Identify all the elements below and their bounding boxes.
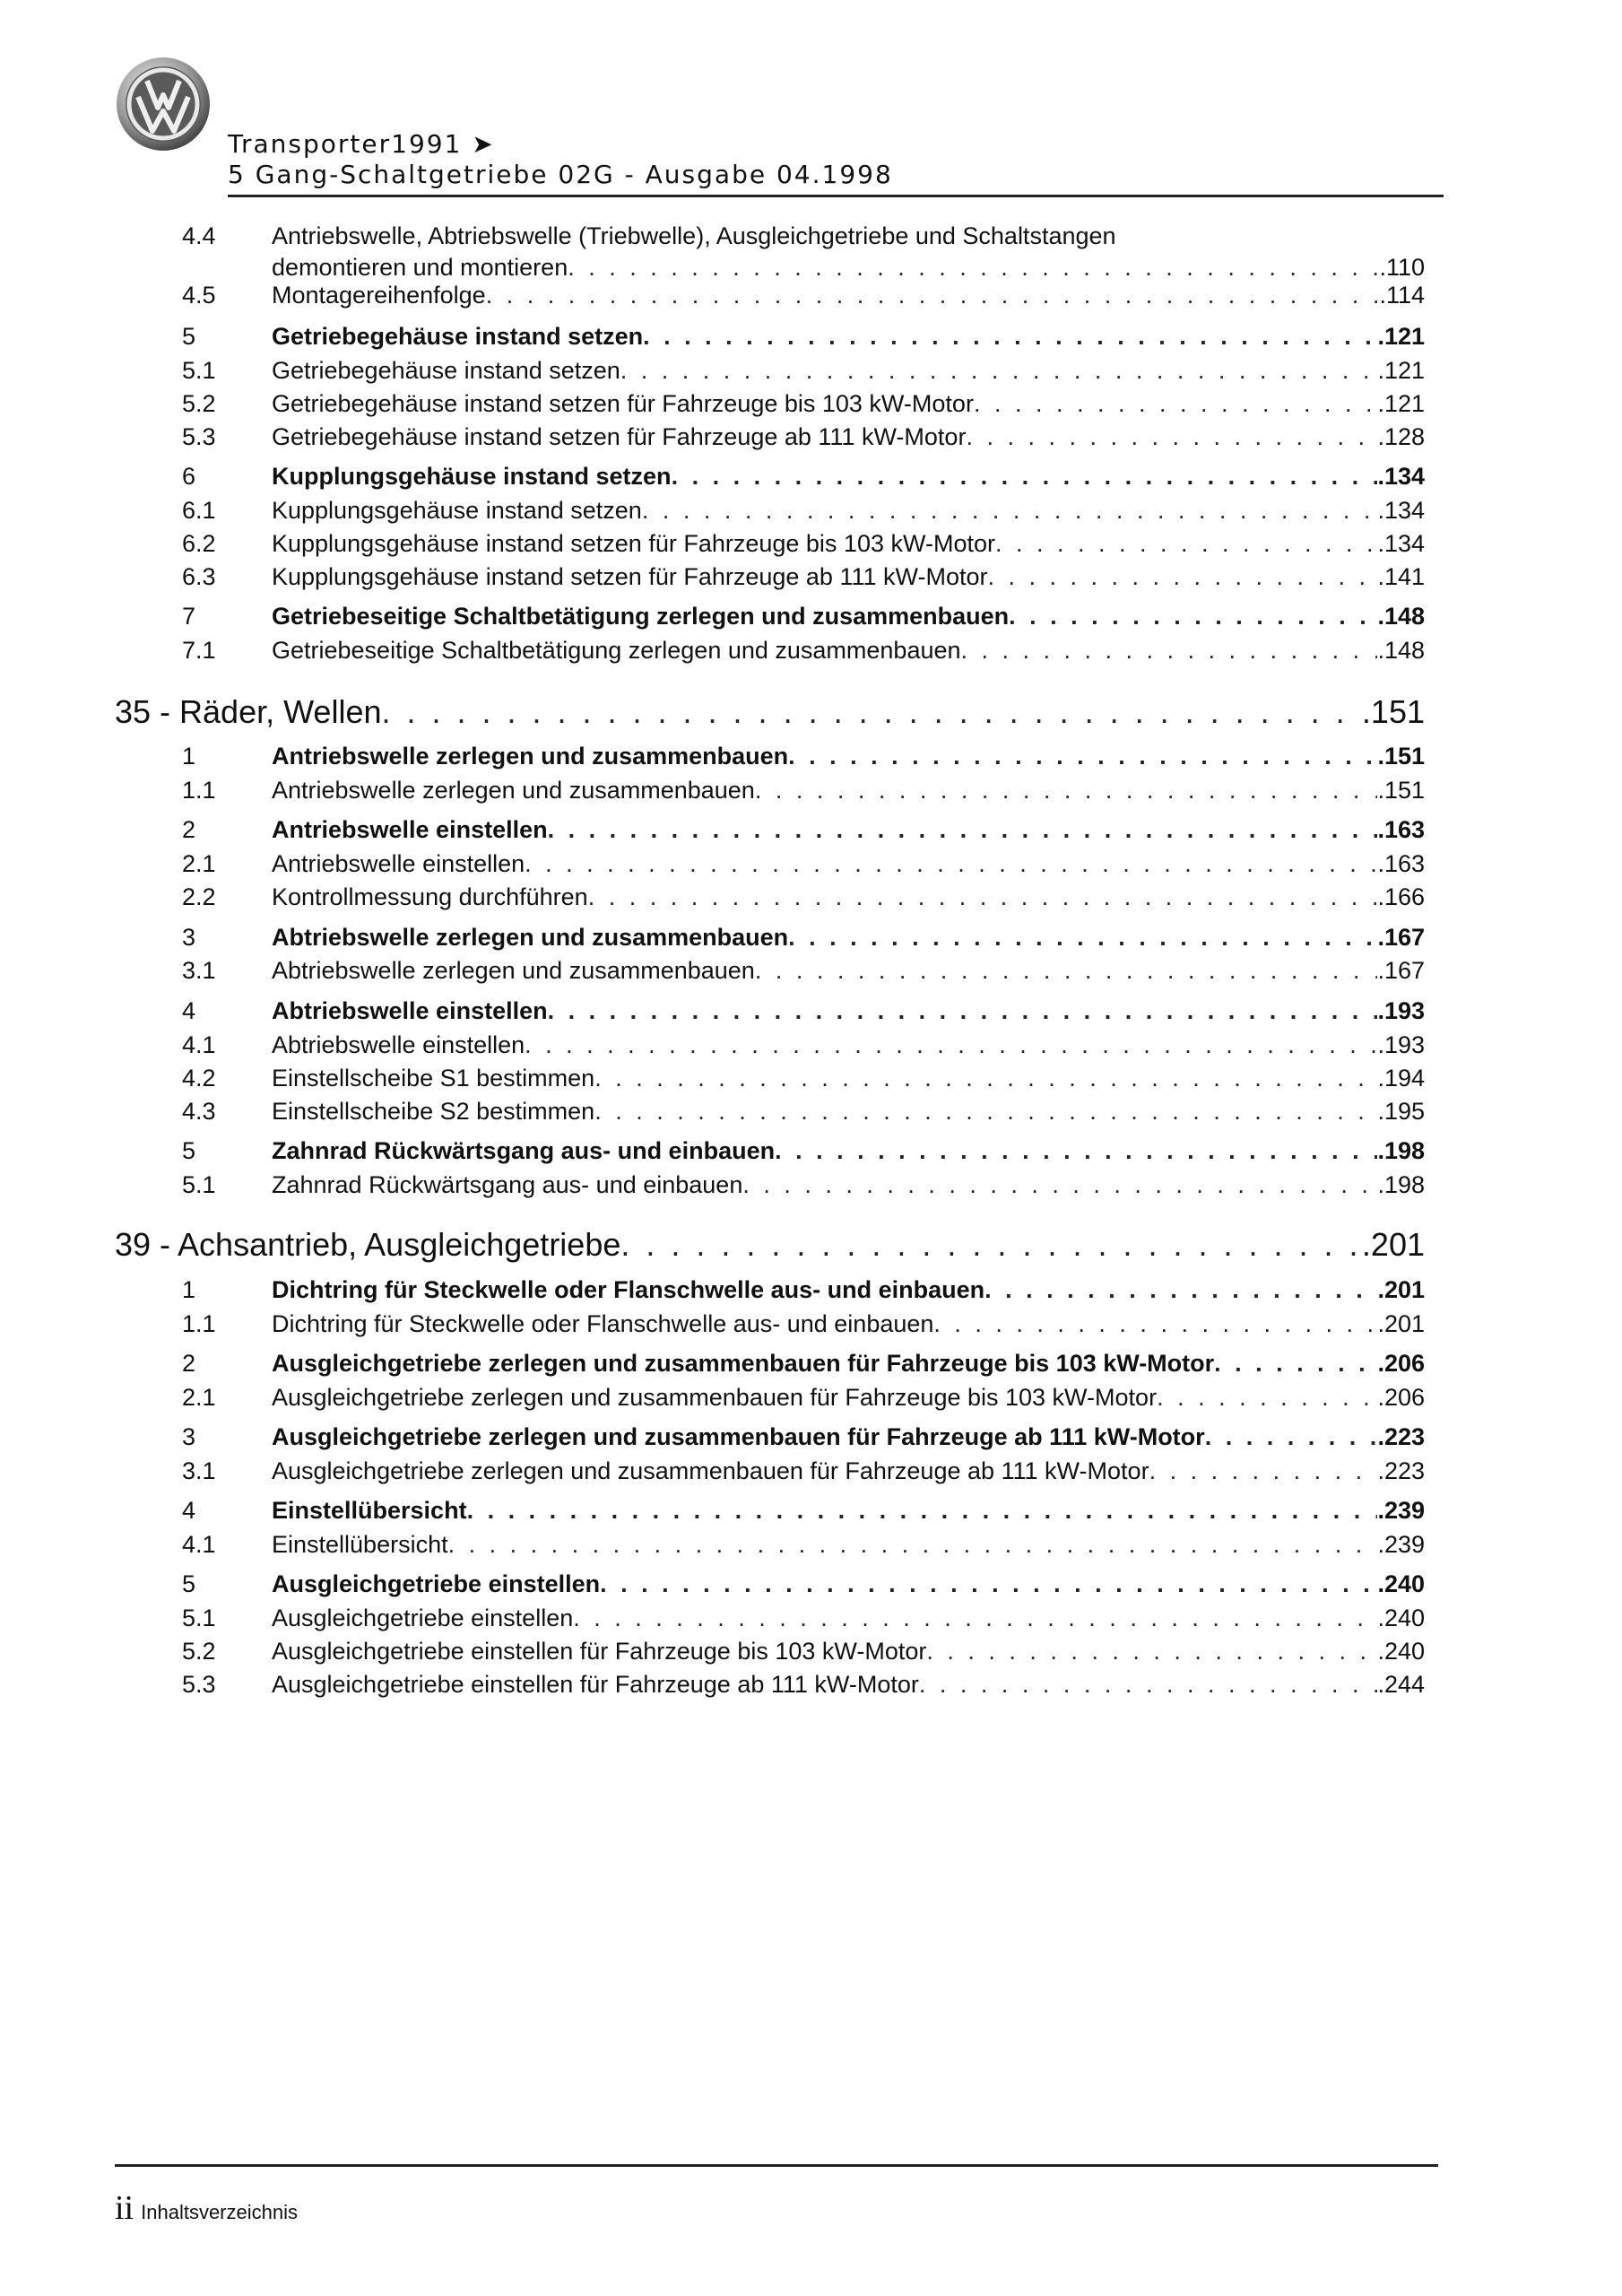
toc-number: 2 (182, 816, 196, 843)
toc-text: Kontrollmessung durchführen (272, 883, 588, 910)
toc-entry[interactable] (182, 957, 1425, 986)
toc-leader-dots (1149, 1457, 1378, 1485)
toc-entry[interactable] (182, 563, 1425, 592)
toc-text: Getriebegehäuse instand setzen (272, 323, 644, 350)
toc-number: 2.2 (182, 883, 216, 910)
toc-leader-dots (672, 463, 1378, 491)
toc-text: Abtriebswelle zerlegen und zusammenbauen (272, 957, 755, 984)
toc-leader-dots (775, 1137, 1377, 1165)
toc-number: 3.1 (182, 957, 216, 984)
toc-page: .121 (1377, 390, 1425, 417)
toc-entry[interactable] (182, 390, 1425, 419)
toc-page: .121 (1377, 357, 1425, 384)
toc-number: 5.2 (182, 390, 216, 417)
toc-entry[interactable] (182, 497, 1425, 526)
toc-text: Einstellscheibe S1 bestimmen (272, 1065, 595, 1091)
toc-page: .110 (1379, 254, 1425, 281)
toc-chapter[interactable] (115, 693, 1425, 733)
toc-entry[interactable] (182, 1570, 1425, 1599)
toc-leader-dots (594, 1098, 1377, 1126)
toc-number: 2 (182, 1350, 196, 1377)
toc-leader-dots (755, 957, 1378, 985)
toc-page: .240 (1377, 1638, 1425, 1665)
toc-number: 1 (182, 743, 196, 770)
toc-page: .151 (1377, 777, 1425, 804)
toc-text: Getriebeseitige Schaltbetätigung zerlegen und zusammenbauen (272, 603, 1010, 630)
toc-page: .201 (1377, 1310, 1425, 1337)
toc-number: 5.1 (182, 1605, 216, 1631)
toc-number: 4.5 (182, 282, 216, 309)
toc-number: 4 (182, 1497, 196, 1524)
toc-entry[interactable] (182, 1497, 1425, 1526)
toc-text: Kupplungsgehäuse instand setzen für Fahrzeuge bis 103 kW-Motor (272, 530, 995, 557)
toc-page: .167 (1377, 957, 1425, 984)
toc-leader-dots (755, 777, 1378, 804)
toc-number: 4.1 (182, 1531, 216, 1558)
toc-page: .239 (1377, 1497, 1425, 1524)
toc-number: 4 (182, 997, 196, 1024)
toc-text: Einstellübersicht (272, 1497, 467, 1524)
toc-entry[interactable] (182, 357, 1425, 386)
toc-number: 4.4 (182, 222, 216, 249)
toc-text: Ausgleichgetriebe einstellen für Fahrzeuge bis 103 kW-Motor (272, 1638, 927, 1665)
toc-text: Ausgleichgetriebe zerlegen und zusammenbauen für Fahrzeuge bis 103 kW-Motor (272, 1384, 1158, 1411)
toc-text: Antriebswelle, Abtriebswelle (Triebwelle), Ausgleichgetriebe und Schaltstangen (272, 222, 1116, 249)
toc-leader-dots (467, 1497, 1378, 1525)
toc-number: 5 (182, 323, 196, 350)
toc-page: .201 (1361, 1226, 1425, 1263)
page-number: ii (115, 2189, 134, 2227)
toc-leader-dots (525, 850, 1377, 878)
toc-page: .128 (1377, 423, 1425, 450)
toc-entry[interactable] (182, 1638, 1425, 1666)
toc-text: Abtriebswelle einstellen (272, 1031, 525, 1058)
toc-leader-dots (788, 924, 1377, 952)
toc-leader-dots (742, 1171, 1377, 1199)
toc-chapter[interactable] (115, 1226, 1425, 1265)
toc-entry[interactable] (182, 423, 1425, 452)
toc-number: 5.1 (182, 1171, 216, 1198)
toc-text: Einstellscheibe S2 bestimmen (272, 1098, 595, 1125)
toc-entry[interactable] (182, 883, 1425, 912)
toc-entry[interactable] (182, 1310, 1425, 1339)
toc-number: 5.3 (182, 1671, 216, 1698)
toc-leader-dots (1205, 1423, 1378, 1451)
toc-entry[interactable] (182, 463, 1425, 491)
toc-page: .134 (1377, 497, 1425, 524)
toc-entry[interactable] (182, 924, 1425, 952)
toc-page: .240 (1377, 1605, 1425, 1631)
toc-text: Getriebegehäuse instand setzen für Fahrzeuge bis 103 kW-Motor (272, 390, 974, 417)
toc-entry-line (182, 222, 1425, 251)
toc-leader-dots (486, 282, 1380, 309)
toc-leader-dots (620, 357, 1378, 385)
toc-page: .223 (1377, 1457, 1425, 1484)
toc-entry[interactable] (182, 1065, 1425, 1093)
toc-text: Kupplungsgehäuse instand setzen für Fahrzeuge ab 111 kW-Motor (272, 563, 988, 590)
toc-entry[interactable] (182, 282, 1425, 310)
toc-entry[interactable] (182, 1423, 1425, 1452)
toc-page: .244 (1377, 1671, 1425, 1698)
toc-page: .151 (1361, 693, 1425, 730)
toc-leader-dots (988, 563, 1378, 591)
toc-number: 3 (182, 924, 196, 951)
toc-text: Antriebswelle einstellen (272, 850, 525, 877)
toc-leader-dots (620, 1226, 1362, 1264)
toc-number: 6.1 (182, 497, 216, 524)
toc-text: Getriebegehäuse instand setzen (272, 357, 620, 384)
toc-entry[interactable] (182, 1350, 1425, 1378)
toc-text: Abtriebswelle einstellen (272, 997, 548, 1024)
toc-entry[interactable] (182, 1605, 1425, 1633)
toc-page: .223 (1377, 1423, 1425, 1450)
toc-entry[interactable] (182, 1531, 1425, 1560)
footer-divider (115, 2164, 1438, 2167)
toc-leader-dots (919, 1671, 1378, 1699)
toc-number: 6.2 (182, 530, 216, 557)
toc-text: Getriebeseitige Schaltbetätigung zerlegen und zusammenbauen (272, 637, 961, 664)
toc-entry[interactable] (182, 1276, 1425, 1305)
toc-leader-dots (1009, 603, 1377, 631)
toc-entry[interactable] (182, 850, 1425, 879)
toc-text-continued: demontieren und montieren (272, 254, 568, 281)
toc-entry[interactable] (182, 603, 1425, 631)
toc-text: Antriebswelle zerlegen und zusammenbauen (272, 777, 755, 804)
toc-leader-dots (525, 1031, 1377, 1059)
toc-number: 1.1 (182, 777, 216, 804)
toc-leader-dots (600, 1570, 1377, 1598)
toc-page: .193 (1377, 1031, 1425, 1058)
toc-text: Dichtring für Steckwelle oder Flanschwelle aus- und einbauen (272, 1310, 934, 1337)
toc-text: Antriebswelle zerlegen und zusammenbauen (272, 743, 789, 770)
toc-leader-dots (448, 1531, 1378, 1559)
toc-number: 4.1 (182, 1031, 216, 1058)
toc-text: Antriebswelle einstellen (272, 816, 548, 843)
toc-number: 3.1 (182, 1457, 216, 1484)
toc-text: Kupplungsgehäuse instand setzen (272, 463, 672, 490)
toc-entry[interactable] (182, 1171, 1425, 1200)
toc-text: Ausgleichgetriebe einstellen für Fahrzeuge ab 111 kW-Motor (272, 1671, 919, 1698)
toc-text: Ausgleichgetriebe zerlegen und zusammenbauen für Fahrzeuge ab 111 kW-Motor (272, 1423, 1205, 1450)
toc-leader-dots (643, 323, 1377, 351)
toc-text: Zahnrad Rückwärtsgang aus- und einbauen (272, 1171, 743, 1198)
toc-page: .240 (1377, 1570, 1425, 1597)
toc-number: 6.3 (182, 563, 216, 590)
toc-text: Getriebegehäuse instand setzen für Fahrzeuge ab 111 kW-Motor (272, 423, 967, 450)
toc-entry[interactable] (182, 637, 1425, 665)
toc-page: .121 (1377, 323, 1425, 350)
toc-page: .148 (1377, 637, 1425, 664)
toc-entry[interactable] (182, 1384, 1425, 1413)
toc-text: Einstellübersicht (272, 1531, 448, 1558)
toc-page: .141 (1377, 563, 1425, 590)
toc-number: 1 (182, 1276, 196, 1303)
toc-number: 6 (182, 463, 196, 490)
toc-text: Zahnrad Rückwärtsgang aus- und einbauen (272, 1137, 776, 1164)
toc-entry[interactable] (182, 1671, 1425, 1700)
toc-page: .201 (1377, 1276, 1425, 1303)
toc-leader-dots (573, 1605, 1377, 1632)
toc-leader-dots (995, 530, 1377, 558)
toc-number: 2.1 (182, 1384, 216, 1411)
toc-number: 5.2 (182, 1638, 216, 1665)
toc-page: .134 (1377, 530, 1425, 557)
toc-entry[interactable] (182, 1098, 1425, 1126)
toc-entry[interactable] (182, 323, 1425, 352)
toc-text: Abtriebswelle zerlegen und zusammenbauen (272, 924, 789, 951)
toc-page: .114 (1379, 282, 1425, 309)
toc-leader-dots (926, 1638, 1377, 1665)
toc-number: 7.1 (182, 637, 216, 664)
toc-page: .239 (1377, 1531, 1425, 1558)
toc-page: .167 (1377, 924, 1425, 951)
toc-page: .194 (1377, 1065, 1425, 1091)
toc-page: .134 (1377, 463, 1425, 490)
toc-entry[interactable] (182, 816, 1425, 845)
toc-leader-dots (961, 637, 1378, 665)
toc-entry[interactable] (182, 1031, 1425, 1060)
toc-number: 5 (182, 1137, 196, 1164)
toc-leader-dots (966, 423, 1377, 451)
toc-number: 2.1 (182, 850, 216, 877)
toc-number: 4.2 (182, 1065, 216, 1091)
toc-leader-dots (382, 693, 1362, 731)
toc-page: .148 (1377, 603, 1425, 630)
toc-page: .166 (1377, 883, 1425, 910)
toc-page: .206 (1377, 1350, 1425, 1377)
toc-leader-dots (933, 1310, 1377, 1338)
toc-entry[interactable] (182, 997, 1425, 1026)
toc-leader-dots (974, 390, 1378, 418)
toc-page: .193 (1377, 997, 1425, 1024)
toc-text: Montagereihenfolge (272, 282, 486, 309)
toc-leader-dots (1214, 1350, 1377, 1378)
header-subtitle: 5 Gang-Schaltgetriebe 02G - Ausgabe 04.1998 (228, 160, 893, 189)
toc-number: 3 (182, 1423, 196, 1450)
toc-entry[interactable] (182, 743, 1425, 771)
toc-entry[interactable] (182, 1457, 1425, 1486)
toc-text: Dichtring für Steckwelle oder Flanschwelle aus- und einbauen (272, 1276, 985, 1303)
toc-text: Kupplungsgehäuse instand setzen (272, 497, 642, 524)
page-footer (115, 2188, 298, 2228)
toc-text: Ausgleichgetriebe zerlegen und zusammenbauen für Fahrzeuge bis 103 kW-Motor (272, 1350, 1215, 1377)
toc-number: 7 (182, 603, 196, 630)
toc-text: 39 - Achsantrieb, Ausgleichgetriebe (115, 1226, 621, 1263)
toc-entry[interactable] (182, 777, 1425, 805)
toc-page: .206 (1377, 1384, 1425, 1411)
toc-leader-dots (548, 997, 1378, 1025)
toc-leader-dots (1157, 1384, 1377, 1412)
toc-leader-dots (588, 883, 1378, 911)
toc-leader-dots (984, 1276, 1377, 1304)
toc-text: Ausgleichgetriebe zerlegen und zusammenbauen für Fahrzeuge ab 111 kW-Motor (272, 1457, 1149, 1484)
toc-page: .151 (1377, 743, 1425, 770)
toc-number: 5 (182, 1570, 196, 1597)
toc-number: 1.1 (182, 1310, 216, 1337)
toc-page: .198 (1377, 1171, 1425, 1198)
toc-leader-dots (548, 816, 1378, 844)
toc-text: Ausgleichgetriebe einstellen (272, 1605, 574, 1631)
toc-entry[interactable] (182, 1137, 1425, 1166)
toc-page: .163 (1377, 816, 1425, 843)
toc-leader-dots (788, 743, 1377, 770)
toc-number: 5.1 (182, 357, 216, 384)
toc-page: .195 (1377, 1098, 1425, 1125)
toc-leader-dots (568, 254, 1379, 282)
header-title: Transporter1991 ➤ (228, 129, 495, 159)
toc-text: 35 - Räder, Wellen (115, 693, 382, 730)
footer-label: Inhaltsverzeichnis (141, 2201, 298, 2223)
toc-leader-dots (594, 1065, 1377, 1092)
toc-leader-dots (642, 497, 1378, 525)
toc-number: 4.3 (182, 1098, 216, 1125)
toc-text: Ausgleichgetriebe einstellen (272, 1570, 601, 1597)
toc-entry[interactable] (182, 530, 1425, 559)
toc-page: .163 (1377, 850, 1425, 877)
toc-entry[interactable] (182, 254, 1425, 283)
toc-page: .198 (1377, 1137, 1425, 1164)
toc-number: 5.3 (182, 423, 216, 450)
